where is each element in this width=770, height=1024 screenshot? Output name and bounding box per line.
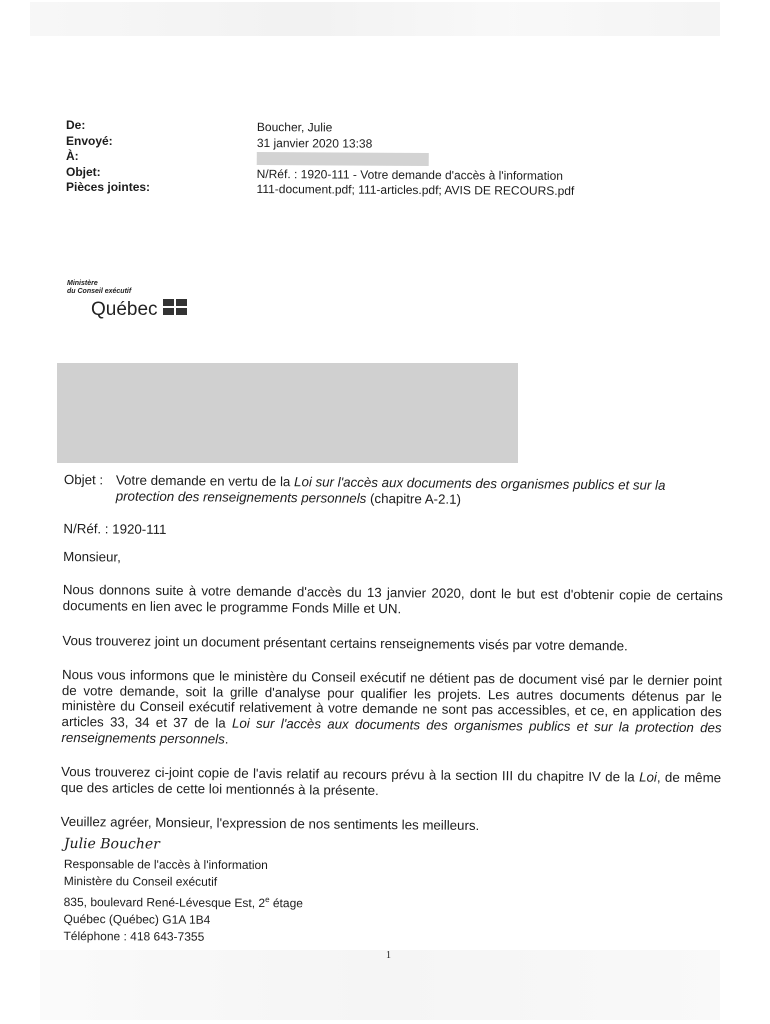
scan-artifact-top (30, 2, 720, 36)
email-header-values (257, 120, 575, 199)
logo-quebec-text: Québec (91, 299, 158, 320)
to-value (257, 151, 575, 168)
signature-title: Responsable de l'accès à l'information (63, 856, 268, 873)
scan-artifact-bottom (40, 950, 720, 1020)
signature-phone: Téléphone : 418 643-7355 (63, 928, 205, 944)
quebec-logo (67, 280, 158, 320)
law-reference: Loi sur l'accès aux documents des organismes publics et sur la protection des renseignements personnels (61, 715, 722, 747)
label-sent: Envoyé: (66, 133, 113, 148)
attachments-value: 111-document.pdf; 111-articles.pdf; AVIS DE RECOURS.pdf (256, 181, 575, 198)
fleurdelise-icon (163, 299, 189, 317)
subject-value: N/Réf. : 1920-111 - Votre demande d'accès à l'information (256, 166, 564, 183)
paragraph-2: Vous trouverez joint un document présentant certains renseignements visés par votre demande. (62, 632, 628, 653)
label-subject: Objet: (66, 164, 101, 179)
signature-name: Julie Boucher (63, 836, 160, 853)
logo-ministry-line1: Ministère (67, 280, 98, 287)
label-to: À: (66, 149, 79, 163)
redacted-recipient (257, 152, 429, 166)
paragraph-1: Nous donnons suite à votre demande d'accès du 13 janvier 2020, dont le but est d'obtenir copie de certains documents en lien avec le programme Fonds Mille et UN. (62, 582, 723, 617)
label-attachments: Pièces jointes: (66, 180, 151, 194)
signature-city: Québec (Québec) G1A 1B4 (63, 911, 211, 927)
redacted-address-block (57, 363, 518, 463)
letter-subject-post: (chapitre A-2.1) (369, 490, 462, 507)
letter-subject (64, 472, 724, 510)
letter-subject-law: Loi sur l'accès aux documents des organismes publics et sur la protection des renseignements personnels (115, 474, 666, 506)
signature-address: 835, boulevard René-Lévesque Est, 2e étage (63, 894, 303, 911)
letter-subject-pre: Votre demande en vertu de la (115, 472, 291, 490)
logo-ministry-line2: du Conseil exécutif (67, 288, 132, 295)
email-header-labels (66, 118, 150, 196)
salutation: Monsieur, (63, 548, 121, 565)
letter-body (61, 472, 724, 836)
law-short-reference: Loi (639, 769, 657, 785)
letter-subject-label: Objet : (63, 472, 104, 488)
sent-value: 31 janvier 2020 13:38 (256, 135, 373, 151)
signature-org: Ministère du Conseil exécutif (63, 873, 218, 889)
closing: Veuillez agréer, Monsieur, l'expression de nos sentiments les meilleurs. (60, 814, 480, 834)
paragraph-3: Nous vous informons que le ministère du Conseil exécutif ne détient pas de document visé par le dernier point de votre demande, soit la grille d'analyse pour qualifier les projets. Les autres documents détenus par le ministère du Conseil exécutif relativement à votre demande ne sont pas accessibles, et ce, en application des articles 33, 34 et 37 de la Loi sur l'accès aux documents des organismes publics et sur la protection des renseignements personnels. (61, 667, 723, 747)
signature-block (63, 836, 303, 946)
label-from: De: (66, 118, 86, 132)
paragraph-4: Vous trouverez ci-joint copie de l'avis relatif au recours prévu à la section III du chapitre IV de la Loi, de même que des articles de cette loi mentionnés à la présente. (60, 764, 722, 798)
page-number: 1 (386, 950, 391, 961)
reference: N/Réf. : 1920-111 (63, 521, 167, 538)
from-value: Boucher, Julie (256, 120, 333, 135)
